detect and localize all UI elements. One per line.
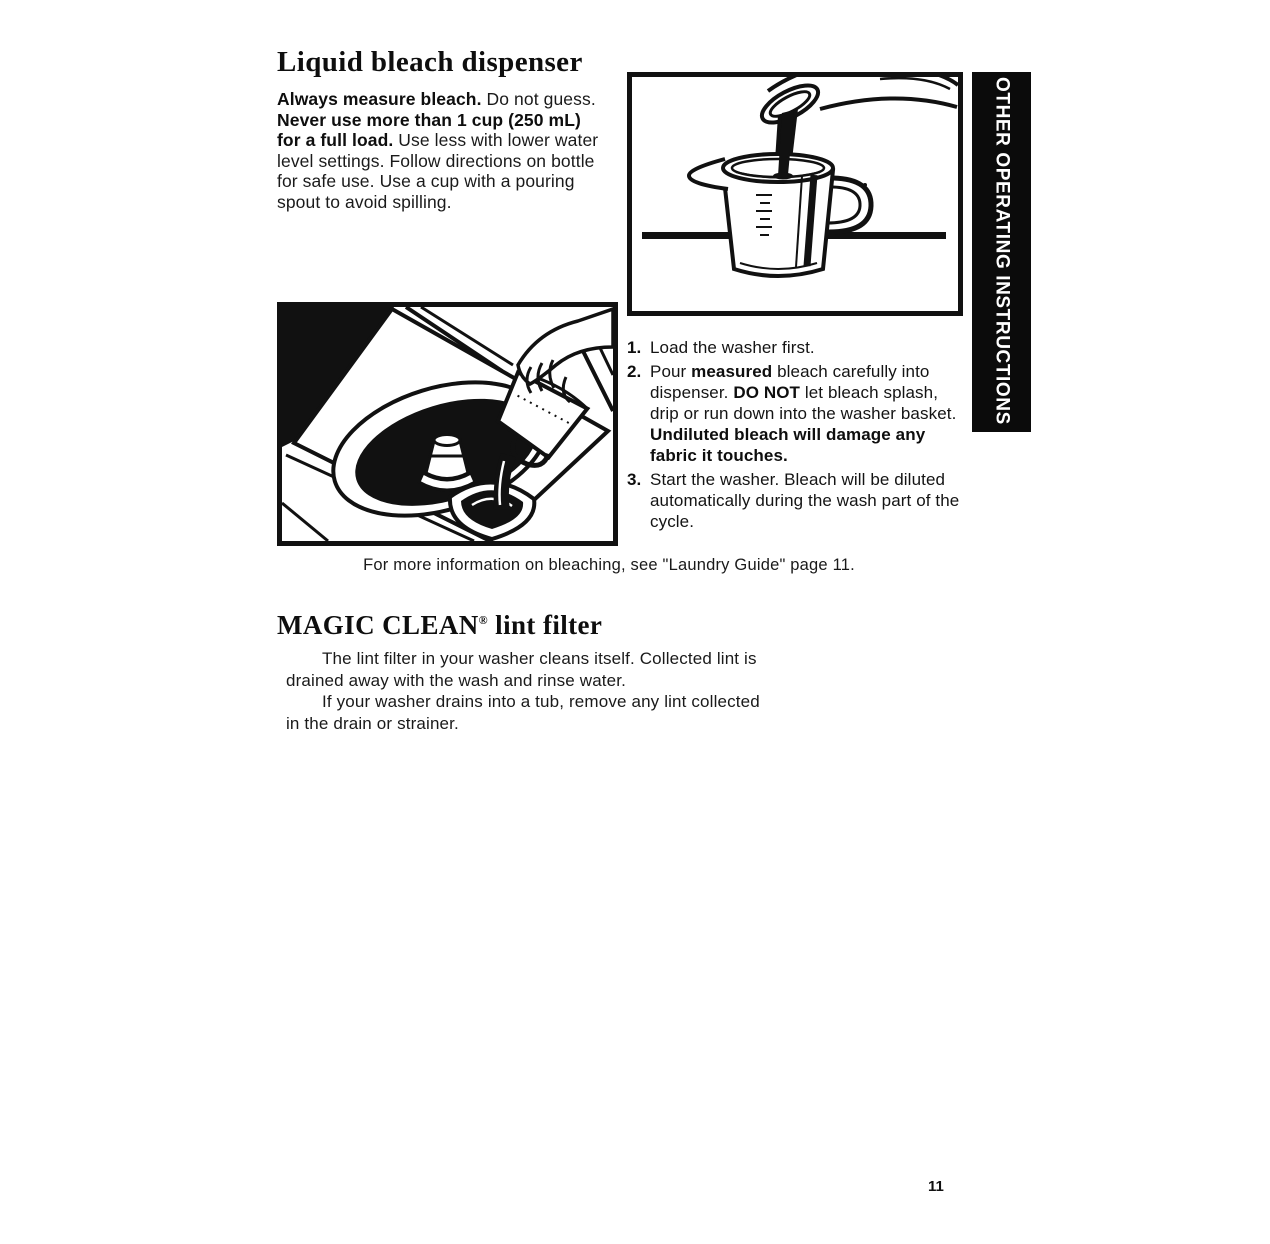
step-text: Start the washer. Bleach will be diluted automatically during the wash part of the cycle. (650, 470, 960, 531)
lint-filter-section-title (277, 610, 602, 641)
side-tab-label: OTHER OPERATING INSTRUCTIONS (991, 77, 1013, 425)
step-item-3 (627, 469, 967, 532)
registered-trademark-symbol: ® (478, 613, 489, 627)
lint-filter-title-rest: lint filter (488, 610, 603, 640)
step-text: Pour measured bleach carefully into dispenser. DO NOT let bleach splash, drip or run down into the washer basket. Undiluted bleach will damage any fabric it touches. (650, 362, 957, 465)
bleaching-note: For more information on bleaching, see "Laundry Guide" page 11. (363, 556, 855, 574)
step-item-2 (627, 361, 967, 466)
bleach-steps-list (627, 337, 967, 535)
side-tab-other-operating-instructions (972, 72, 1031, 432)
bleach-intro-paragraph: Always measure bleach. Do not guess. Never use more than 1 cup (250 mL) for a full load. Use less with lower water level settings. Follow directions on bottle for safe use. Use a cup with a pouring spout to avoid spilling. (277, 89, 599, 212)
washer-pouring-icon (282, 307, 613, 541)
step-text: Load the washer first. (650, 338, 815, 357)
lint-filter-body (286, 648, 778, 734)
bleach-section-title: Liquid bleach dispenser (277, 46, 583, 78)
washer-pouring-illustration (277, 302, 618, 546)
step-number: 2. (627, 362, 642, 381)
step-number: 3. (627, 470, 642, 489)
measuring-cup-illustration (627, 72, 963, 316)
step-item-1 (627, 337, 967, 358)
lint-paragraph-1: The lint filter in your washer cleans itself. Collected lint is drained away with the wash and rinse water. (286, 649, 757, 690)
lint-filter-title-main: MAGIC CLEAN (277, 610, 479, 640)
lint-paragraph-2: If your washer drains into a tub, remove any lint collected in the drain or strainer. (286, 692, 760, 733)
measuring-cup-icon (632, 77, 958, 311)
page-number: 11 (928, 1178, 944, 1195)
step-number: 1. (627, 338, 642, 357)
